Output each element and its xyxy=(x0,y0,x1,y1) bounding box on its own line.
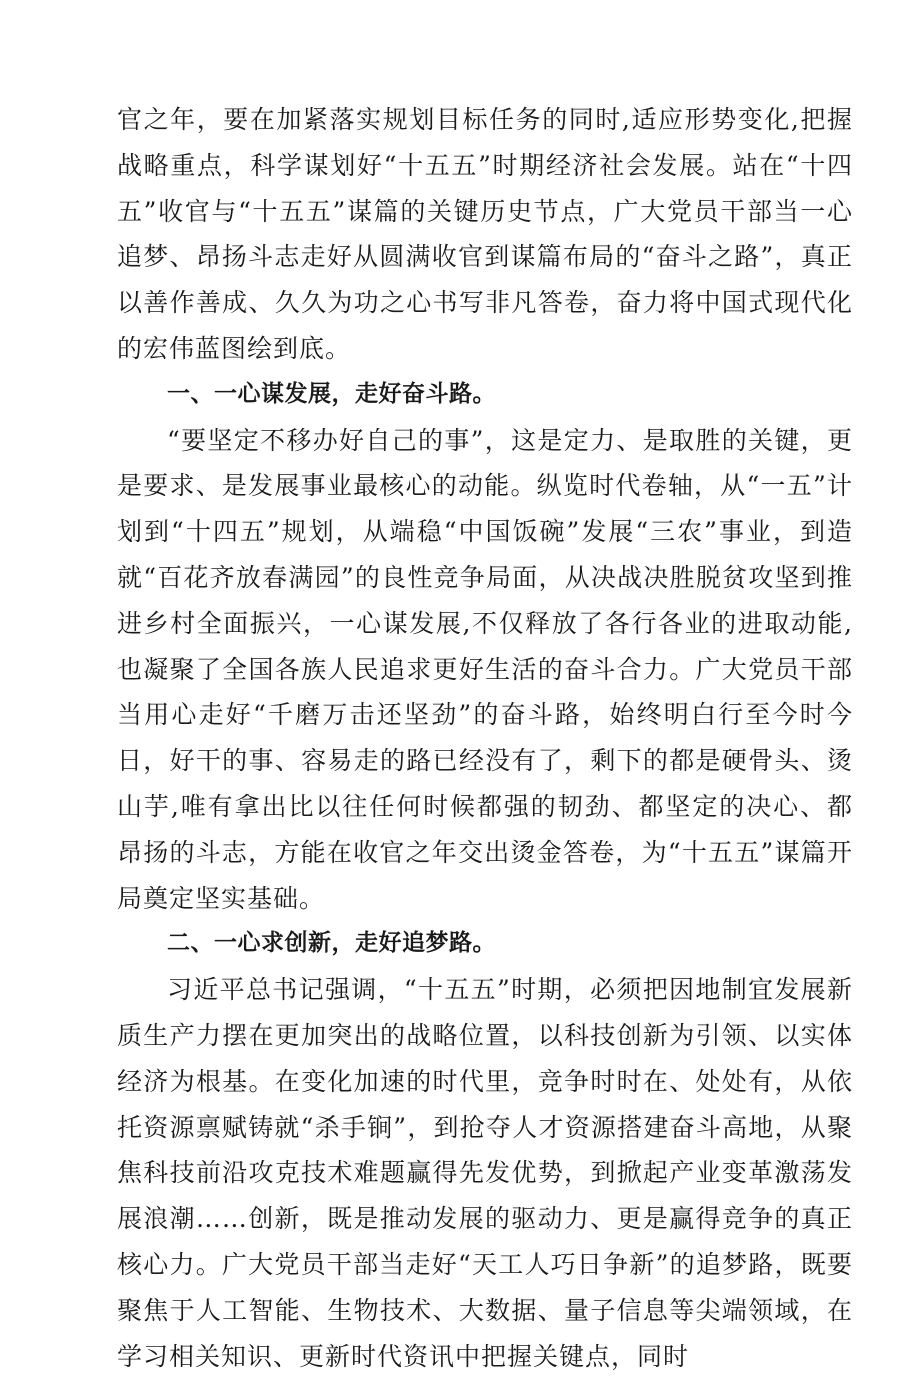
section-heading-2: 二、一心求创新，走好追梦路。 xyxy=(167,930,496,957)
section-heading-1: 一、一心谋发展，走好奋斗路。 xyxy=(167,380,496,407)
intro-paragraph: 官之年，要在加紧落实规划目标任务的同时,适应形势变化,把握战略重点，科学谋划好“十五五”时期经济社会发展。站在“十四五”收官与“十五五”谋篇的关键历史节点，广大党员干部当一心追梦、昂扬斗志走好从圆满收官到谋篇布局的“奋斗之路”，真正以善作善成、久久为功之心书写非凡答卷，奋力将中国式现代化的宏伟蓝图绘到底。 xyxy=(117,105,853,363)
section-2-paragraph: 习近平总书记强调，“十五五”时期，必须把因地制宜发展新质生产力摆在更加突出的战略位置，以科技创新为引领、以实体经济为根基。在变化加速的时代里，竞争时时在、处处有，从依托资源禀赋铸就“杀手锏”，到抢夺人才资源搭建奋斗高地，从聚焦科技前沿攻克技术难题赢得先发优势，到掀起产业变革激荡发展浪潮……创新，既是推动发展的驱动力、更是赢得竞争的真正核心力。广大党员干部当走好“天工人巧日争新”的追梦路，既要聚焦于人工智能、生物技术、大数据、量子信息等尖端领域，在学习相关知识、更新时代资讯中把握关键点，同时 xyxy=(117,975,853,1371)
section-1-paragraph: “要坚定不移办好自己的事”，这是定力、是取胜的关键，更是要求、是发展事业最核心的动能。纵览时代卷轴，从“一五”计划到“十四五”规划，从端稳“中国饭碗”发展“三农”事业，到造就“百花齐放春满园”的良性竞争局面，从决战决胜脱贫攻坚到推进乡村全面振兴，一心谋发展,不仅释放了各行各业的进取动能,也凝聚了全国各族人民追求更好生活的奋斗合力。广大党员干部当用心走好“千磨万击还坚劲”的奋斗路，始终明白行至今时今日，好干的事、容易走的路已经没有了，剩下的都是硬骨头、烫山芋,唯有拿出比以往任何时候都强的韧劲、都坚定的决心、都昂扬的斗志，方能在收官之年交出烫金答卷，为“十五五”谋篇开局奠定坚实基础。 xyxy=(117,425,853,913)
document-body xyxy=(117,97,853,1379)
